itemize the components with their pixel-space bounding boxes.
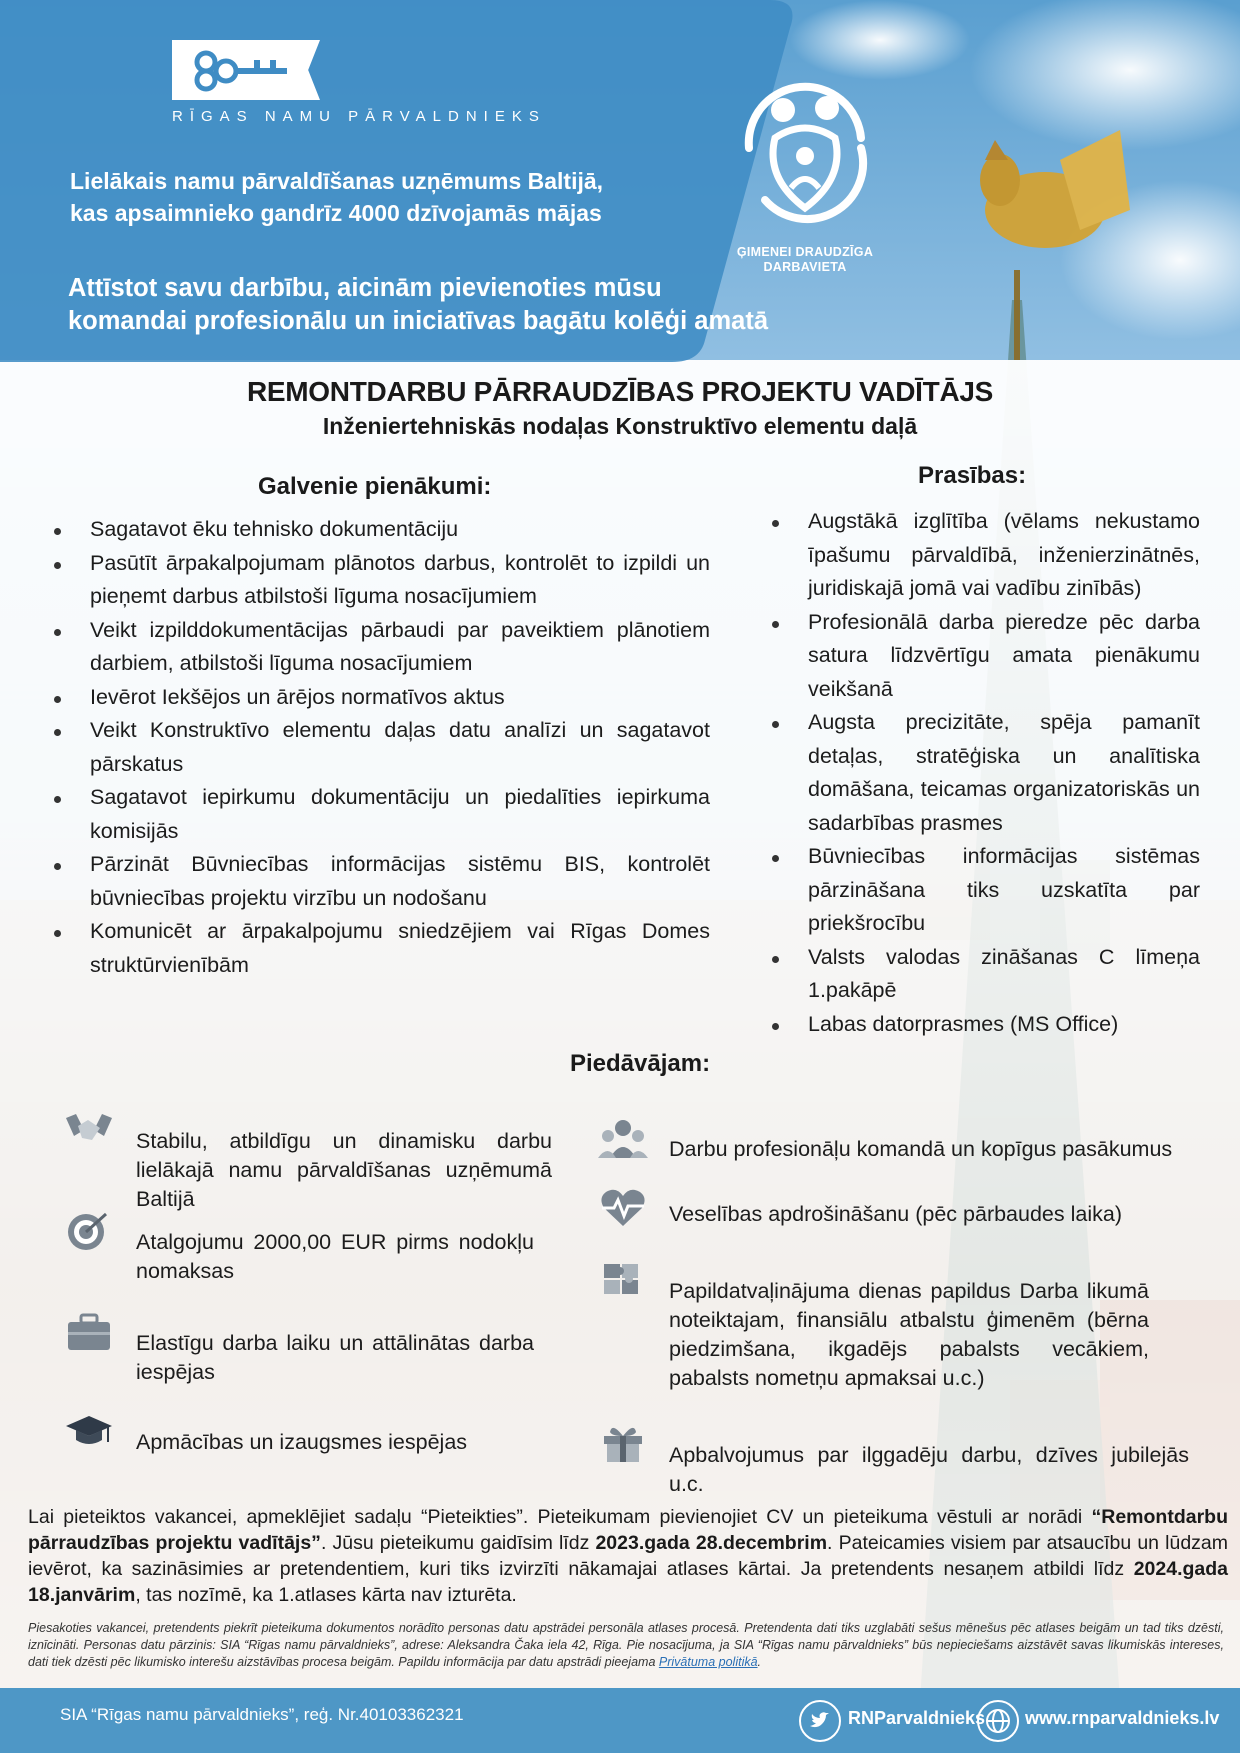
offer-item: Stabilu, atbildīgu un dinamisku darbu lielākajā namu pārvaldīšanas uzņēmumā Baltijā <box>136 1129 552 1211</box>
job-title: REMONTDARBU PĀRRAUDZĪBAS PROJEKTU VADĪTĀJS <box>246 376 994 407</box>
list-item: Ievērot Iekšējos un ārējos normatīvos aktus <box>90 681 710 715</box>
offer-item: Darbu profesionāļu komandā un kopīgus pasākumus <box>669 1137 1173 1161</box>
company-tagline <box>70 165 670 229</box>
list-item: Komunicēt ar ārpakalpojumu sniedzējiem vai Rīgas Domes struktūrvienībām <box>90 915 710 982</box>
offers-heading: Piedāvājam: <box>570 1050 711 1077</box>
list-item: Labas datorprasmes (MS Office) <box>808 1008 1200 1042</box>
offer-item: Veselības apdrošināšanu (pēc pārbaudes laika) <box>669 1202 1122 1226</box>
apply-text: , tas nozīmē, ka 1.atlases kārta nav izturēta. <box>135 1584 517 1606</box>
globe-icon[interactable] <box>977 1700 1019 1742</box>
apply-response-date: 2024.gada 18.janvārim <box>28 1558 1228 1606</box>
privacy-text-end: . <box>757 1655 762 1669</box>
list-item: Augsta precizitāte, spēja pamanīt detaļas, stratēģiska un analītiska domāšana, teicamas organizatoriskās un sadarbības prasmes <box>808 706 1200 840</box>
list-item: Augstākā izglītība (vēlams nekustamo īpašumu pārvaldībā, inženierzinātnēs, juridiskajā jomā vai vadību zinībās) <box>808 505 1200 606</box>
team-icon <box>598 1116 648 1160</box>
offer-item: Atalgojumu 2000,00 EUR pirms nodokļu nomaksas <box>136 1230 534 1283</box>
heart-pulse-icon <box>598 1186 648 1230</box>
privacy-text: Piesakoties vakancei, pretendents piekrīt pieteikuma dokumentos norādīto personas datu apstrādei personāla atlases procesā. Pretendenta dati tiks uzglabāti sešus mēnešus pēc atlases beigām un tad tiks dzēsti, iznīcināti. Personas datu pārzinis: SIA “Rīgas namu pārvaldnieks”, adrese: Aleksandra Čaka iela 42, Rīga. Pie nosacījuma, ja SIA “Rīgas namu pārvaldnieks” būs nepieciešams aizstāvēt savas likumiskās intereses, dati tiek dzēsti pēc likumisko interešu aizstāvības procesa beigām. Papildu informācija par datu apstrādi pieejama <box>28 1621 1224 1669</box>
target-icon <box>64 1208 114 1252</box>
apply-text: Lai pieteiktos vakancei, apmeklējiet sadaļu “Pieteikties”. Pieteikumam pievienojiet CV un pieteikuma vēstuli ar norādi <box>28 1506 1092 1528</box>
invitation-line-2: komandai profesionālu un iniciatīvas bagātu kolēģi amatā <box>68 307 769 335</box>
list-item: Veikt izpilddokumentācijas pārbaudi par paveiktiem plānotiem darbiem, atbilstoši līguma nosacījumiem <box>90 614 710 681</box>
list-item: Būvniecības informācijas sistēmas pārzināšana tiks uzskatīta par priekšrocību <box>808 840 1200 941</box>
list-item: Profesionālā darba pieredze pēc darba satura līdzvērtīgu amata pienākumu veikšanā <box>808 606 1200 707</box>
company-logo-text: RĪGAS NAMU PĀRVALDNIEKS <box>172 108 546 125</box>
offer-item: Apmācības un izaugsmes iespējas <box>136 1430 468 1454</box>
apply-text: . Jūsu pieteikumu gaidīsim līdz <box>320 1532 596 1554</box>
company-registration: SIA “Rīgas namu pārvaldnieks”, reģ. Nr.40103362321 <box>60 1705 464 1724</box>
requirements-list <box>808 505 1200 1041</box>
tagline-line-2: kas apsaimnieko gandrīz 4000 dzīvojamās mājas <box>70 200 602 226</box>
offer-item: Elastīgu darba laiku un attālinātas darba iespējas <box>136 1331 534 1384</box>
company-logo <box>172 40 320 100</box>
twitter-handle[interactable]: RNParvaldnieks <box>848 1708 986 1728</box>
offer-item: Apbalvojumus par ilggadēju darbu, dzīves jubilejās u.c. <box>669 1443 1189 1496</box>
apply-position-name: “Remontdarbu pārraudzības projektu vadītājs” <box>28 1506 1228 1554</box>
privacy-notice <box>28 1620 1224 1671</box>
list-item: Pārzināt Būvniecības informācijas sistēmu BIS, kontrolēt būvniecības projektu virzību un nodošanu <box>90 848 710 915</box>
invitation-line-1: Attīstot savu darbību, aicinām pievienoties mūsu <box>68 274 662 302</box>
privacy-policy-link[interactable]: Privātuma politikā <box>658 1655 758 1669</box>
list-item: Pasūtīt ārpakalpojumam plānotos darbus, kontrolēt to izpildi un pieņemt darbus atbilstoši līguma nosacījumiem <box>90 547 710 614</box>
family-friendly-icon <box>735 78 875 238</box>
twitter-icon[interactable] <box>799 1700 841 1742</box>
family-friendly-badge-text <box>716 245 894 275</box>
badge-line-1: ĢIMENEI DRAUDZĪGA <box>736 245 874 259</box>
invitation-text <box>68 272 768 338</box>
list-item: Veikt Konstruktīvo elementu daļas datu analīzi un sagatavot pārskatus <box>90 714 710 781</box>
tagline-line-1: Lielākais namu pārvaldīšanas uzņēmums Baltijā, <box>70 168 604 194</box>
apply-text: . Pateicamies visiem par atsaucību un lūdzam ievērot, ka sazināsimies ar pretendentiem, kuri tiks izvirzīti nākamajai atlases kārtai. Ja pretendents nesaņem atbildi līdz <box>28 1532 1228 1580</box>
apply-deadline: 2023.gada 28.decembrim <box>595 1532 828 1554</box>
offer-item: Papildatvaļinājuma dienas papildus Darba likumā noteiktajam, finansiālu atbalstu ģimenēm (bērna piedzimšana, ikgadējs pabalsts vecākiem, pabalsts nometņu apmaksai u.c.) <box>669 1279 1149 1390</box>
handshake-icon <box>64 1108 114 1152</box>
gift-icon <box>598 1420 648 1464</box>
job-subtitle: Inženiertehniskās nodaļas Konstruktīvo elementu daļā <box>322 413 918 439</box>
graduation-cap-icon <box>64 1410 114 1454</box>
badge-line-2: DARBAVIETA <box>763 260 847 274</box>
requirements-heading: Prasības: <box>918 462 1027 489</box>
puzzle-icon <box>598 1256 648 1300</box>
duties-heading: Galvenie pienākumi: <box>258 473 492 500</box>
list-item: Valsts valodas zināšanas C līmeņa 1.pakāpē <box>808 941 1200 1008</box>
duties-list <box>90 513 710 982</box>
website-link[interactable]: www.rnparvaldnieks.lv <box>1025 1708 1220 1728</box>
list-item: Sagatavot ēku tehnisko dokumentāciju <box>90 513 710 547</box>
list-item: Sagatavot iepirkumu dokumentāciju un piedalīties iepirkuma komisijās <box>90 781 710 848</box>
briefcase-icon <box>64 1310 114 1354</box>
application-instructions <box>28 1504 1228 1608</box>
